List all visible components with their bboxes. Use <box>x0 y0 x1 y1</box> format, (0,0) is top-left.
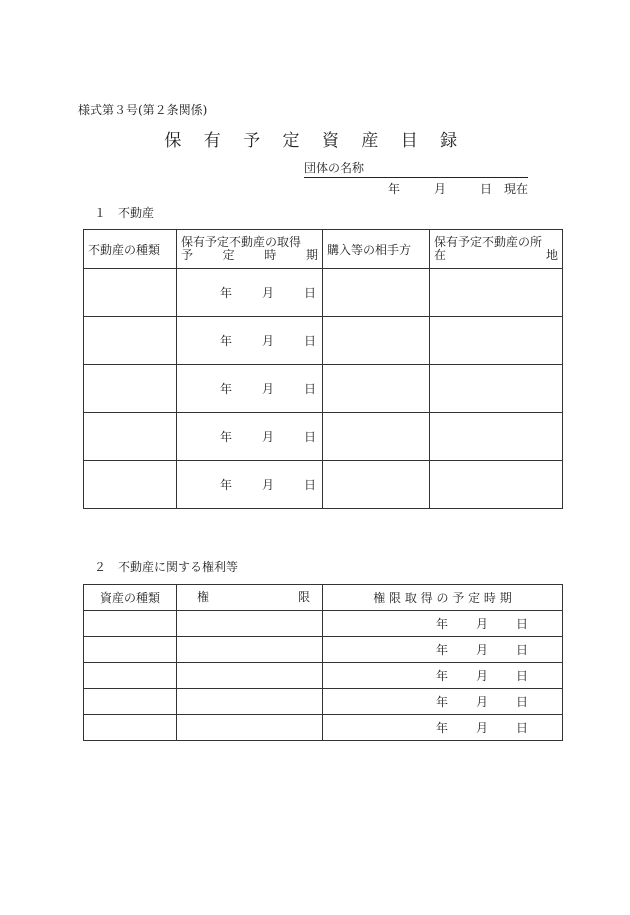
month-label: 月 <box>261 430 274 444</box>
table-row <box>84 365 563 413</box>
cell-asset-type[interactable] <box>84 689 177 715</box>
table-row <box>84 611 563 637</box>
table-row <box>84 269 563 317</box>
year-label: 年 <box>219 382 232 396</box>
table-row <box>84 317 563 365</box>
date-year-label: 年 <box>387 182 400 196</box>
cell-location[interactable] <box>430 365 563 413</box>
cell-location[interactable] <box>430 269 563 317</box>
cell-acquisition-date[interactable] <box>177 413 323 461</box>
month-label: 月 <box>475 669 488 683</box>
col-header-right: 権 限 <box>177 585 323 611</box>
day-label: 日 <box>515 695 528 709</box>
acq-line1: 保有予定不動産の取得 <box>181 235 302 249</box>
table-row <box>84 715 563 741</box>
cell-acquisition-date[interactable] <box>177 269 323 317</box>
cell-asset-type[interactable] <box>84 611 177 637</box>
section2-heading: ２ 不動産に関する権利等 <box>94 560 239 574</box>
day-label: 日 <box>515 643 528 657</box>
cell-location[interactable] <box>430 413 563 461</box>
table-row <box>84 413 563 461</box>
day-label: 日 <box>303 382 316 396</box>
loc-line1: 保有予定不動産の所 <box>434 235 543 249</box>
page-title: 保 有 予 定 資 産 目 録 <box>164 131 466 151</box>
col-header-asset-type: 資産の種類 <box>84 585 177 611</box>
day-label: 日 <box>303 430 316 444</box>
cell-type[interactable] <box>84 365 177 413</box>
day-label: 日 <box>303 286 316 300</box>
month-label: 月 <box>475 643 488 657</box>
year-label: 年 <box>219 478 232 492</box>
date-month-label: 月 <box>433 182 446 196</box>
cell-location[interactable] <box>430 317 563 365</box>
cell-partner[interactable] <box>323 461 430 509</box>
cell-right[interactable] <box>177 689 323 715</box>
cell-right[interactable] <box>177 611 323 637</box>
organization-name-label: 団体の名称 <box>304 161 365 175</box>
cell-acquisition-time[interactable] <box>323 715 563 741</box>
cell-asset-type[interactable] <box>84 663 177 689</box>
year-label: 年 <box>435 643 448 657</box>
cell-acquisition-time[interactable] <box>323 611 563 637</box>
loc-line2: 在 地 <box>434 248 558 262</box>
month-label: 月 <box>261 334 274 348</box>
day-label: 日 <box>515 617 528 631</box>
year-label: 年 <box>435 617 448 631</box>
col-header-type: 不動産の種類 <box>84 230 177 269</box>
year-label: 年 <box>219 430 232 444</box>
cell-asset-type[interactable] <box>84 637 177 663</box>
cell-partner[interactable] <box>323 365 430 413</box>
cell-acquisition-date[interactable] <box>177 317 323 365</box>
month-label: 月 <box>261 382 274 396</box>
day-label: 日 <box>515 669 528 683</box>
cell-type[interactable] <box>84 461 177 509</box>
table-row <box>84 637 563 663</box>
table-row <box>84 663 563 689</box>
cell-type[interactable] <box>84 413 177 461</box>
cell-asset-type[interactable] <box>84 715 177 741</box>
cell-type[interactable] <box>84 269 177 317</box>
year-label: 年 <box>435 721 448 735</box>
day-label: 日 <box>303 478 316 492</box>
cell-partner[interactable] <box>323 413 430 461</box>
month-label: 月 <box>475 695 488 709</box>
section1-heading: １ 不動産 <box>94 206 155 220</box>
cell-location[interactable] <box>430 461 563 509</box>
col-header-partner: 購入等の相手方 <box>323 230 430 269</box>
month-label: 月 <box>475 721 488 735</box>
form-number: 様式第３号(第２条関係) <box>78 103 208 117</box>
table-header-row <box>84 230 563 269</box>
year-label: 年 <box>435 669 448 683</box>
property-rights-table <box>83 584 563 741</box>
cell-right[interactable] <box>177 637 323 663</box>
table-row <box>84 689 563 715</box>
year-label: 年 <box>219 286 232 300</box>
cell-acquisition-date[interactable] <box>177 461 323 509</box>
month-label: 月 <box>261 478 274 492</box>
table-header-row <box>84 585 563 611</box>
as-of-date <box>388 180 528 197</box>
month-label: 月 <box>261 286 274 300</box>
cell-acquisition-time[interactable] <box>323 689 563 715</box>
cell-right[interactable] <box>177 715 323 741</box>
cell-partner[interactable] <box>323 269 430 317</box>
real-estate-table <box>83 229 563 509</box>
col-header-location <box>430 230 563 269</box>
year-label: 年 <box>435 695 448 709</box>
cell-partner[interactable] <box>323 317 430 365</box>
cell-acquisition-time[interactable] <box>323 663 563 689</box>
month-label: 月 <box>475 617 488 631</box>
table-row <box>84 461 563 509</box>
cell-right[interactable] <box>177 663 323 689</box>
cell-acquisition-time[interactable] <box>323 637 563 663</box>
col-header-acquisition <box>177 230 323 269</box>
organization-name-field[interactable] <box>304 159 528 178</box>
year-label: 年 <box>219 334 232 348</box>
day-label: 日 <box>515 721 528 735</box>
acq-line2: 予 定 時 期 <box>181 248 318 262</box>
date-day-label: 日 <box>479 182 492 196</box>
cell-type[interactable] <box>84 317 177 365</box>
col-header-acquisition-time: 権 限 取 得 の 予 定 時 期 <box>323 585 563 611</box>
date-suffix-label: 現在 <box>503 182 528 196</box>
day-label: 日 <box>303 334 316 348</box>
cell-acquisition-date[interactable] <box>177 365 323 413</box>
